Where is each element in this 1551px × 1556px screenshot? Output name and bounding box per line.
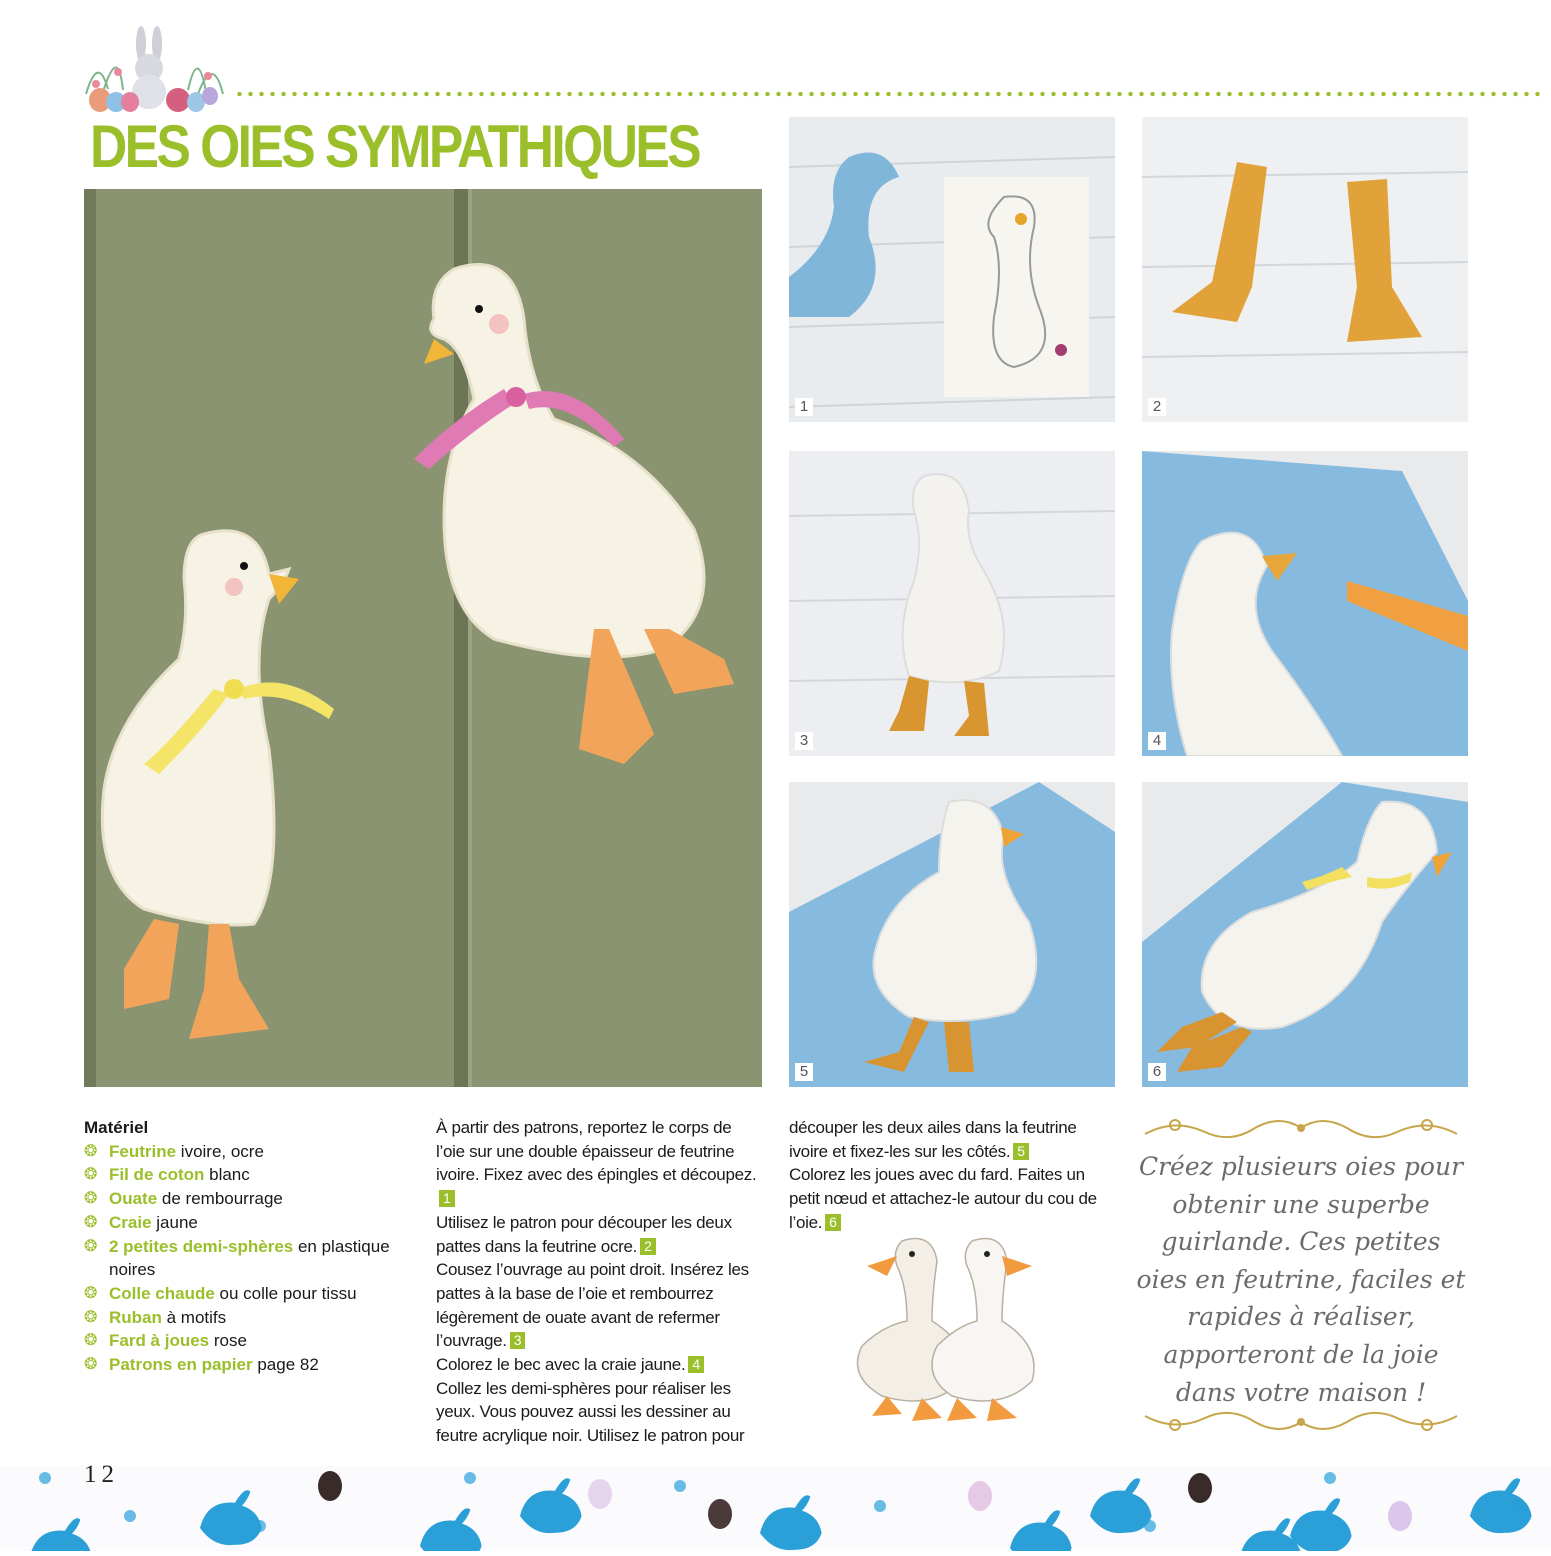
instruction-text: découper les deux ailes dans la feutrine ivoire et fixez-les sur les côtés. xyxy=(789,1118,1077,1161)
instruction-paragraph xyxy=(436,1353,764,1377)
instruction-paragraph xyxy=(436,1116,764,1211)
instruction-paragraph xyxy=(789,1116,1119,1163)
step-number-badge: 2 xyxy=(1148,398,1166,416)
quote-text: Créez plusieurs oies pour obtenir une superbe guirlande. Ces petites oies en feutrine, faciles et rapides à réaliser, apporteront de la joie dans votre maison ! xyxy=(1136,1152,1466,1407)
instruction-text: À partir des patrons, reportez le corps de l’oie sur une double épaisseur de feutrine ivoire. Fixez avec des épingles et découpez. xyxy=(436,1118,757,1185)
flower-bullet-icon: ❂ xyxy=(84,1142,98,1160)
flower-bullet-icon: ❂ xyxy=(84,1356,98,1374)
flower-icon xyxy=(464,1472,476,1484)
material-item xyxy=(84,1282,414,1306)
step-photo-4 xyxy=(1142,451,1468,756)
instruction-paragraph xyxy=(436,1258,764,1353)
step-reference-badge: 3 xyxy=(510,1332,526,1349)
flower-icon xyxy=(124,1510,136,1522)
material-name: Patrons en papier xyxy=(109,1355,253,1375)
materials-section xyxy=(84,1116,414,1377)
easter-egg-icon xyxy=(1388,1501,1412,1531)
material-item xyxy=(84,1211,414,1235)
step-number-badge: 1 xyxy=(795,398,813,416)
flower-icon xyxy=(674,1480,686,1492)
material-item xyxy=(84,1306,414,1330)
instructions-column-1 xyxy=(436,1116,764,1448)
material-detail: ivoire, ocre xyxy=(176,1141,264,1161)
instruction-paragraph xyxy=(789,1163,1119,1234)
material-detail: rose xyxy=(209,1331,247,1351)
instruction-text: Collez les demi-sphères pour réaliser les yeux. Vous pouvez aussi les dessiner au feutre acrylique noir. Utilisez le patron pour xyxy=(436,1378,745,1446)
instruction-text: Colorez le bec avec la craie jaune. xyxy=(436,1355,686,1375)
material-name: Fard à joues xyxy=(109,1331,210,1351)
step-reference-badge: 1 xyxy=(439,1190,455,1207)
flower-icon xyxy=(254,1520,266,1532)
step-photo-5 xyxy=(789,782,1115,1087)
material-name: Feutrine xyxy=(109,1141,177,1161)
page-title: DES OIES SYMPATHIQUES xyxy=(90,113,700,180)
flower-bullet-icon: ❂ xyxy=(84,1190,98,1208)
flower-icon xyxy=(39,1472,51,1484)
material-item xyxy=(84,1353,414,1377)
quote-box xyxy=(1135,1110,1467,1440)
easter-egg-icon xyxy=(318,1471,342,1501)
instruction-text: Cousez l’ouvrage au point droit. Insérez les pattes à la base de l’oie et rembourrez légèrement de ouate avant de refermer l’ouvrage. xyxy=(436,1260,749,1351)
easter-egg-icon xyxy=(708,1499,732,1529)
step-number-badge: 3 xyxy=(795,732,813,750)
material-item xyxy=(84,1187,414,1211)
gold-flourish-icon xyxy=(1135,1404,1467,1440)
easter-egg-icon xyxy=(1188,1473,1212,1503)
instruction-text: Colorez les joues avec du fard. Faites un petit nœud et attachez-le autour du cou de l’oie. xyxy=(789,1165,1097,1232)
step-photo-3 xyxy=(789,451,1115,756)
flower-icon xyxy=(1144,1520,1156,1532)
flower-bullet-icon: ❂ xyxy=(84,1237,98,1255)
instructions-column-2 xyxy=(789,1116,1119,1235)
step-number-badge: 4 xyxy=(1148,732,1166,750)
blue-rabbits-easter-eggs-pattern xyxy=(0,1466,1551,1551)
step-number-badge: 6 xyxy=(1148,1063,1166,1081)
materials-list xyxy=(84,1140,414,1377)
material-detail: page 82 xyxy=(252,1355,319,1375)
flower-bullet-icon: ❂ xyxy=(84,1213,98,1231)
material-detail: jaune xyxy=(151,1212,198,1232)
step-photo-1 xyxy=(789,117,1115,422)
material-name: Ruban xyxy=(109,1307,162,1327)
material-name: Ouate xyxy=(109,1189,158,1209)
step-reference-badge: 2 xyxy=(640,1238,656,1255)
gold-flourish-icon xyxy=(1135,1110,1467,1146)
material-name: 2 petites demi-sphères xyxy=(109,1236,294,1256)
materials-heading: Matériel xyxy=(84,1118,149,1137)
material-detail: blanc xyxy=(204,1165,250,1185)
step-photo-2 xyxy=(1142,117,1468,422)
step-photo-6 xyxy=(1142,782,1468,1087)
material-item xyxy=(84,1235,414,1282)
flower-bullet-icon: ❂ xyxy=(84,1284,98,1302)
step-reference-badge: 5 xyxy=(1013,1143,1029,1160)
step-number-badge: 5 xyxy=(795,1063,813,1081)
step-reference-badge: 4 xyxy=(688,1356,704,1373)
instruction-paragraph xyxy=(436,1211,764,1258)
felt-geese-on-green-door-photo xyxy=(84,189,762,1087)
material-detail: à motifs xyxy=(161,1307,227,1327)
material-name: Fil de coton xyxy=(109,1165,205,1185)
flower-icon xyxy=(874,1500,886,1512)
material-detail: en plastique noires xyxy=(109,1236,390,1280)
two-geese-drawing-icon xyxy=(842,1226,1060,1426)
material-item xyxy=(84,1140,414,1164)
flower-bullet-icon: ❂ xyxy=(84,1308,98,1326)
page-number: 12 xyxy=(84,1461,119,1488)
step-reference-badge: 6 xyxy=(825,1214,841,1231)
material-name: Craie xyxy=(109,1212,152,1232)
material-name: Colle chaude xyxy=(109,1283,215,1303)
flower-icon xyxy=(1514,1500,1526,1512)
material-detail: ou colle pour tissu xyxy=(214,1283,357,1303)
instruction-text: Utilisez le patron pour découper les deux pattes dans la feutrine ocre. xyxy=(436,1212,732,1256)
flower-bullet-icon: ❂ xyxy=(84,1332,98,1350)
easter-egg-icon xyxy=(968,1481,992,1511)
flower-bullet-icon: ❂ xyxy=(84,1166,98,1184)
material-item xyxy=(84,1329,414,1353)
material-detail: de rembourrage xyxy=(157,1189,283,1209)
flower-icon xyxy=(1324,1472,1336,1484)
easter-egg-icon xyxy=(588,1479,612,1509)
instruction-paragraph xyxy=(436,1377,764,1448)
dotted-divider xyxy=(234,90,1546,98)
easter-bunny-eggs-icon xyxy=(78,24,228,112)
material-item xyxy=(84,1163,414,1187)
